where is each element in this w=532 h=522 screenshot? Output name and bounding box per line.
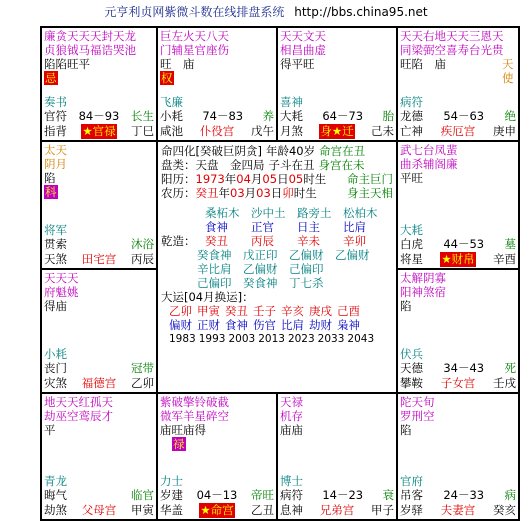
solar-hour: 05 [288, 172, 304, 186]
general-star: 月煞 [280, 124, 303, 138]
palace-si [41, 27, 157, 141]
general-star: 攀鞍 [400, 376, 423, 390]
age-star: 晦气 [44, 488, 67, 502]
age-range: 14－23 [322, 488, 364, 502]
god-name: 喜神 [280, 95, 303, 109]
center-info [157, 141, 397, 393]
general-star: 将星 [400, 252, 423, 266]
dayun-pillar: 己酉 [337, 304, 360, 318]
lunar-hour: 卯 [282, 186, 294, 200]
palace-mao [41, 269, 157, 393]
ganzhi: 辛酉 [493, 252, 516, 266]
dayun-pillar: 辛亥 [281, 304, 304, 318]
dayun-pillar: 甲寅 [197, 304, 220, 318]
nayin-day: 路旁土 [297, 206, 332, 220]
age-star: 小耗 [160, 109, 183, 123]
main-stars-1: 天禄 [280, 395, 303, 409]
main-stars-1: 巨左火天八天 [160, 29, 229, 43]
solar-month: 04 [236, 172, 251, 186]
changsheng: 病 [504, 488, 516, 502]
solar-year: 1973 [195, 172, 225, 186]
age-range: 44－53 [443, 237, 485, 251]
age-star: 吊客 [400, 488, 423, 502]
main-stars-1: 廉贪天天天封天龙 [44, 29, 136, 43]
god-name: 小耗 [44, 347, 67, 361]
shishen-year: 食神 [205, 220, 228, 234]
general-star: 息神 [280, 503, 303, 517]
age-star: 大耗 [280, 109, 303, 123]
site-url: http://bbs.china95.net [294, 5, 428, 19]
hour-unit: 时生 [303, 172, 327, 186]
palace-name: 兄弟宫 [319, 503, 355, 517]
god-name: 官府 [400, 474, 423, 488]
dayun-shishen: 枭神 [337, 318, 360, 332]
age-star: 官符 [44, 109, 67, 123]
canggan: 乙偏财 [289, 248, 324, 262]
main-stars-2: 府魁姚 [44, 285, 79, 299]
solar-day: 05 [262, 172, 278, 186]
palace-name: 子女宫 [440, 376, 476, 390]
dayun-year: 2023 [287, 333, 315, 345]
main-stars-2: 相昌曲虚 [280, 43, 326, 57]
god-name: 伏兵 [400, 347, 423, 361]
canggan: 乙偏财 [335, 248, 370, 262]
day-unit: 日 [270, 186, 283, 200]
pillar-year: 癸丑 [205, 234, 228, 248]
shen-zhu: 身主天相 [347, 186, 393, 200]
shishen-month: 正官 [251, 220, 274, 234]
ganzhi: 乙卯 [131, 376, 154, 390]
changsheng: 长生 [131, 109, 154, 123]
dayun-pillar: 癸丑 [225, 304, 248, 318]
age-star: 白虎 [400, 237, 423, 251]
general-star: 指背 [44, 124, 67, 138]
ganzhi: 癸亥 [493, 503, 516, 517]
age-range: 64－73 [322, 109, 364, 123]
palace-you [397, 141, 519, 269]
main-stars-2: 同梁弼空喜寿台光贵 [400, 43, 504, 57]
nayin-year: 桑柘木 [205, 206, 240, 220]
canggan: 己偏印 [197, 276, 232, 290]
month-unit: 月 [250, 172, 263, 186]
palace-name: ★命宫 [200, 503, 234, 517]
general-star: 咸池 [160, 124, 183, 138]
palace-name: 福德宫 [81, 376, 117, 390]
palace-hai [397, 393, 519, 520]
nayin-month: 沙中土 [251, 206, 286, 220]
day-unit: 日 [277, 172, 289, 186]
canggan: 癸食神 [197, 248, 232, 262]
age-range: 84－93 [78, 109, 120, 123]
main-stars-1: 地天天红孤天 [44, 395, 113, 409]
lunar-month: 03 [230, 186, 245, 200]
changsheng: 绝 [504, 109, 516, 123]
main-stars-1: 紫破擎铃破截 [160, 395, 229, 409]
brightness: 得平旺 [280, 57, 315, 71]
dayun-pillar: 庚戌 [309, 304, 332, 318]
brightness: 陷 [400, 423, 412, 437]
dayun-year: 2003 [228, 333, 256, 345]
main-stars-1: 天天文天 [280, 29, 326, 43]
dayun-shishen: 正财 [197, 318, 220, 332]
month-unit: 月 [244, 186, 257, 200]
dayun-pillar: 乙卯 [169, 304, 192, 318]
age-range: 34－43 [443, 361, 485, 375]
age-star: 贯索 [44, 237, 67, 251]
palace-zi [277, 393, 397, 520]
main-stars-2: 机存 [280, 409, 303, 423]
age-star: 龙德 [400, 109, 423, 123]
canggan: 乙偏财 [243, 262, 278, 276]
chart-grid [40, 26, 520, 521]
age-star: 天德 [400, 361, 423, 375]
brightness: 旺 庙 [160, 57, 195, 71]
palace-wei [277, 27, 397, 141]
canggan: 辛比肩 [197, 262, 232, 276]
main-stars-1: 天天右地天天三恩天 [400, 29, 504, 43]
chart-type: 盘类：天盘 金四局 [161, 158, 265, 172]
god-name: 青龙 [44, 474, 67, 488]
palace-chou [157, 393, 277, 520]
dayun-year: 1993 [198, 333, 226, 345]
changsheng: 临官 [131, 488, 154, 502]
general-star: 亡神 [400, 124, 423, 138]
main-stars-2: 微军羊星碎空 [160, 409, 229, 423]
dayun-shishen: 劫财 [309, 318, 332, 332]
hour-unit: 时生 [293, 186, 317, 200]
shishen-day: 日主 [297, 220, 320, 234]
zidou-pos: 子斗在丑 [268, 158, 315, 172]
general-star: 劫煞 [44, 503, 67, 517]
qianzao-label: 乾造： [161, 234, 196, 248]
changsheng: 养 [262, 109, 274, 123]
brightness: 陷 [400, 299, 412, 313]
age-star: 岁建 [160, 488, 183, 502]
changsheng: 墓 [504, 237, 516, 251]
brightness: 庙庙 [280, 423, 303, 437]
age: 年龄40岁 [265, 144, 316, 158]
sihua-badge: 权 [161, 71, 173, 85]
canggan: 己偏印 [289, 262, 324, 276]
main-stars-2: 贞狼钺马福诰哭池 [44, 43, 136, 57]
extra-star: 天使 [502, 57, 514, 85]
god-name: 将军 [44, 223, 67, 237]
main-stars-1: 太天 [44, 143, 67, 157]
brightness: 平 [44, 423, 56, 437]
page-title: 元亨利贞网紫微斗数在线排盘系统 [104, 5, 285, 19]
ganzhi: 乙丑 [251, 503, 274, 517]
main-stars-1: 武七台凤蜚 [400, 143, 458, 157]
age-star: 病符 [280, 488, 303, 502]
dayun-pillar: 壬子 [253, 304, 276, 318]
age-range: 04－13 [196, 488, 238, 502]
sihua-badge: 科 [45, 185, 57, 199]
canggan: 癸食神 [243, 276, 278, 290]
palace-name: 田宅宫 [81, 252, 117, 266]
main-stars-2: 劫巫空鸾辰才 [44, 409, 113, 423]
god-name: 奏书 [44, 95, 67, 109]
lunar-day: 03 [256, 186, 271, 200]
changsheng: 沐浴 [131, 237, 154, 251]
brightness: 庙旺庙得 [160, 423, 206, 437]
main-stars-1: 太解阴寡 [400, 271, 446, 285]
nayin-hour: 松柏木 [343, 206, 378, 220]
changsheng: 衰 [382, 488, 394, 502]
general-star: 天煞 [44, 252, 67, 266]
dayun-year: 1983 [169, 333, 196, 345]
palace-yin [41, 393, 157, 520]
god-name: 大耗 [400, 223, 423, 237]
ganzhi: 庚申 [493, 124, 516, 138]
palace-chen [41, 141, 157, 269]
main-stars-2: 阴月 [44, 157, 67, 171]
age-range: 74－83 [202, 109, 244, 123]
palace-name: 仆役宫 [199, 124, 235, 138]
palace-name: ★官禄 [82, 124, 116, 138]
brightness: 陷 [44, 171, 56, 185]
palace-name: ★财帛 [441, 252, 475, 266]
palace-name: 夫妻宫 [440, 503, 476, 517]
brightness: 平旺 [400, 171, 423, 185]
palace-wu [157, 27, 277, 141]
ganzhi: 己未 [371, 124, 394, 138]
brightness: 旺陷 庙 [400, 57, 446, 71]
shishen-hour: 比肩 [343, 220, 366, 234]
main-stars-1: 陀天旬 [400, 395, 435, 409]
general-star: 华盖 [160, 503, 183, 517]
brightness: 得庙 [44, 299, 67, 313]
palace-xu [397, 269, 519, 393]
dayun-year: 2033 [317, 333, 345, 345]
year-unit: 年 [218, 186, 230, 200]
ganzhi: 甲子 [371, 503, 394, 517]
god-name: 力士 [160, 474, 183, 488]
pillar-hour: 辛卯 [343, 234, 366, 248]
solar-label: 阳历： [161, 172, 196, 186]
main-stars-2: 门辅星官座伤 [160, 43, 229, 57]
dayun-year: 2043 [347, 333, 375, 345]
canggan: 丁七杀 [289, 276, 324, 290]
brightness: 陷陷旺平 [44, 57, 90, 71]
dayun-shishen: 食神 [225, 318, 248, 332]
age-star: 丧门 [44, 361, 67, 375]
dayun-year: 2013 [258, 333, 285, 345]
ganzhi: 丙辰 [131, 252, 154, 266]
page-header [0, 0, 532, 24]
god-name: 飞廉 [160, 95, 183, 109]
ganzhi: 甲寅 [131, 503, 154, 517]
ming-palace-pos: 命宫在丑 [319, 144, 366, 158]
ganzhi: 戊午 [251, 124, 274, 138]
age-range: 54－63 [443, 109, 485, 123]
pillar-month: 丙辰 [251, 234, 274, 248]
god-name: 病符 [400, 95, 423, 109]
sihua-badge: 禄 [173, 437, 185, 451]
changsheng: 死 [504, 361, 516, 375]
dayun-shishen: 偏财 [169, 318, 192, 332]
palace-name: 疾厄宫 [440, 124, 476, 138]
general-star: 岁驿 [400, 503, 423, 517]
ganzhi: 丁巳 [131, 124, 154, 138]
age-range: 24－33 [443, 488, 485, 502]
changsheng: 帝旺 [251, 488, 274, 502]
year-unit: 年 [224, 172, 237, 186]
dayun-shishen: 伤官 [253, 318, 276, 332]
palace-name: 父母宫 [81, 503, 117, 517]
palace-name: 身★迁 [320, 124, 354, 138]
god-name: 博士 [280, 474, 303, 488]
main-stars-2: 阳神煞宿 [400, 285, 446, 299]
lunar-label: 农历： [161, 186, 196, 200]
changsheng: 胎 [382, 109, 394, 123]
main-stars-1: 天天天 [44, 271, 79, 285]
canggan: 戊正印 [243, 248, 278, 262]
lunar-year: 癸丑 [195, 186, 219, 200]
general-star: 灾煞 [44, 376, 67, 390]
changsheng: 冠带 [131, 361, 154, 375]
ganzhi: 壬戌 [493, 376, 516, 390]
palace-shen [397, 27, 519, 141]
shen-palace-pos: 身宫在未 [318, 158, 365, 172]
ming-zhu: 命主巨门 [347, 172, 393, 186]
main-stars-2: 罗刑空 [400, 409, 435, 423]
main-stars-2: 曲杀辅阁廉 [400, 157, 458, 171]
dayun-shishen: 比肩 [281, 318, 304, 332]
pillar-day: 辛未 [297, 234, 320, 248]
dayun-label: 大运[04月换运]： [161, 290, 254, 304]
ming-sihua: 命四化[癸破巨阴贪] [161, 144, 262, 158]
sihua-badge: 忌 [45, 71, 57, 85]
